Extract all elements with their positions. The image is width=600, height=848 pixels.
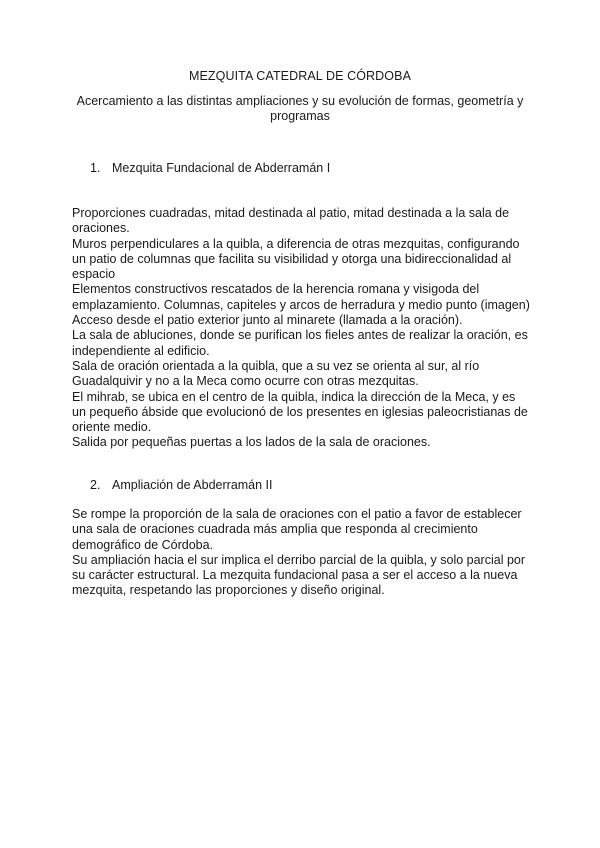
- paragraph: Su ampliación hacia el sur implica el derribo parcial de la quibla, y solo parcial por su carácter estructural. La mezquita fundacional pasa a ser el acceso a la nueva mezquita, respetando las proporciones y diseño original.: [72, 552, 526, 598]
- paragraph: La sala de abluciones, donde se purifican los fieles antes de realizar la oración, es independiente al edificio.: [72, 328, 528, 358]
- section-title: Mezquita Fundacional de Abderramán I: [112, 161, 331, 175]
- paragraph: Salida por pequeñas puertas a los lados de la sala de oraciones.: [72, 435, 431, 450]
- paragraph: El mihrab, se ubica en el centro de la quibla, indica la dirección de la Meca, y es un pequeño ábside que evolucionó de los presentes en iglesias paleocristianas de oriente medio.: [72, 389, 528, 435]
- paragraph: Proporciones cuadradas, mitad destinada al patio, mitad destinada a la sala de oraciones.: [72, 206, 510, 236]
- section-number: 1.: [90, 161, 101, 175]
- document-title: MEZQUITA CATEDRAL DE CÓRDOBA: [188, 69, 412, 83]
- paragraph: Muros perpendiculares a la quibla, a diferencia de otras mezquitas, configurando un patio de columnas que facilita su visibilidad y otorga una bidireccionalidad al espacio: [72, 236, 520, 282]
- paragraph: Acceso desde el patio exterior junto al minarete (llamada a la oración).: [72, 313, 463, 328]
- document-subtitle: Acercamiento a las distintas ampliaciones y su evolución de formas, geometría y programas: [76, 94, 524, 123]
- paragraph: Sala de oración orientada a la quibla, que a su vez se orienta al sur, al río Guadalquivir y no a la Meca como ocurre con otras mezquitas.: [72, 358, 480, 389]
- section-heading-1: [90, 160, 330, 176]
- section-heading-2: [90, 477, 273, 493]
- paragraph: Se rompe la proporción de la sala de oraciones con el patio a favor de establecer una sala de oraciones cuadrada más amplia que responda al crecimiento demográfico de Córdoba.: [72, 507, 522, 552]
- section-number: 2.: [90, 478, 101, 492]
- section-title: Ampliación de Abderramán II: [112, 478, 273, 492]
- section-body-2: [72, 507, 530, 599]
- paragraph: Elementos constructivos rescatados de la herencia romana y visigoda del emplazamiento. Columnas, capiteles y arcos de herradura y medio punto (imagen): [72, 282, 530, 312]
- section-body-1: [72, 206, 530, 451]
